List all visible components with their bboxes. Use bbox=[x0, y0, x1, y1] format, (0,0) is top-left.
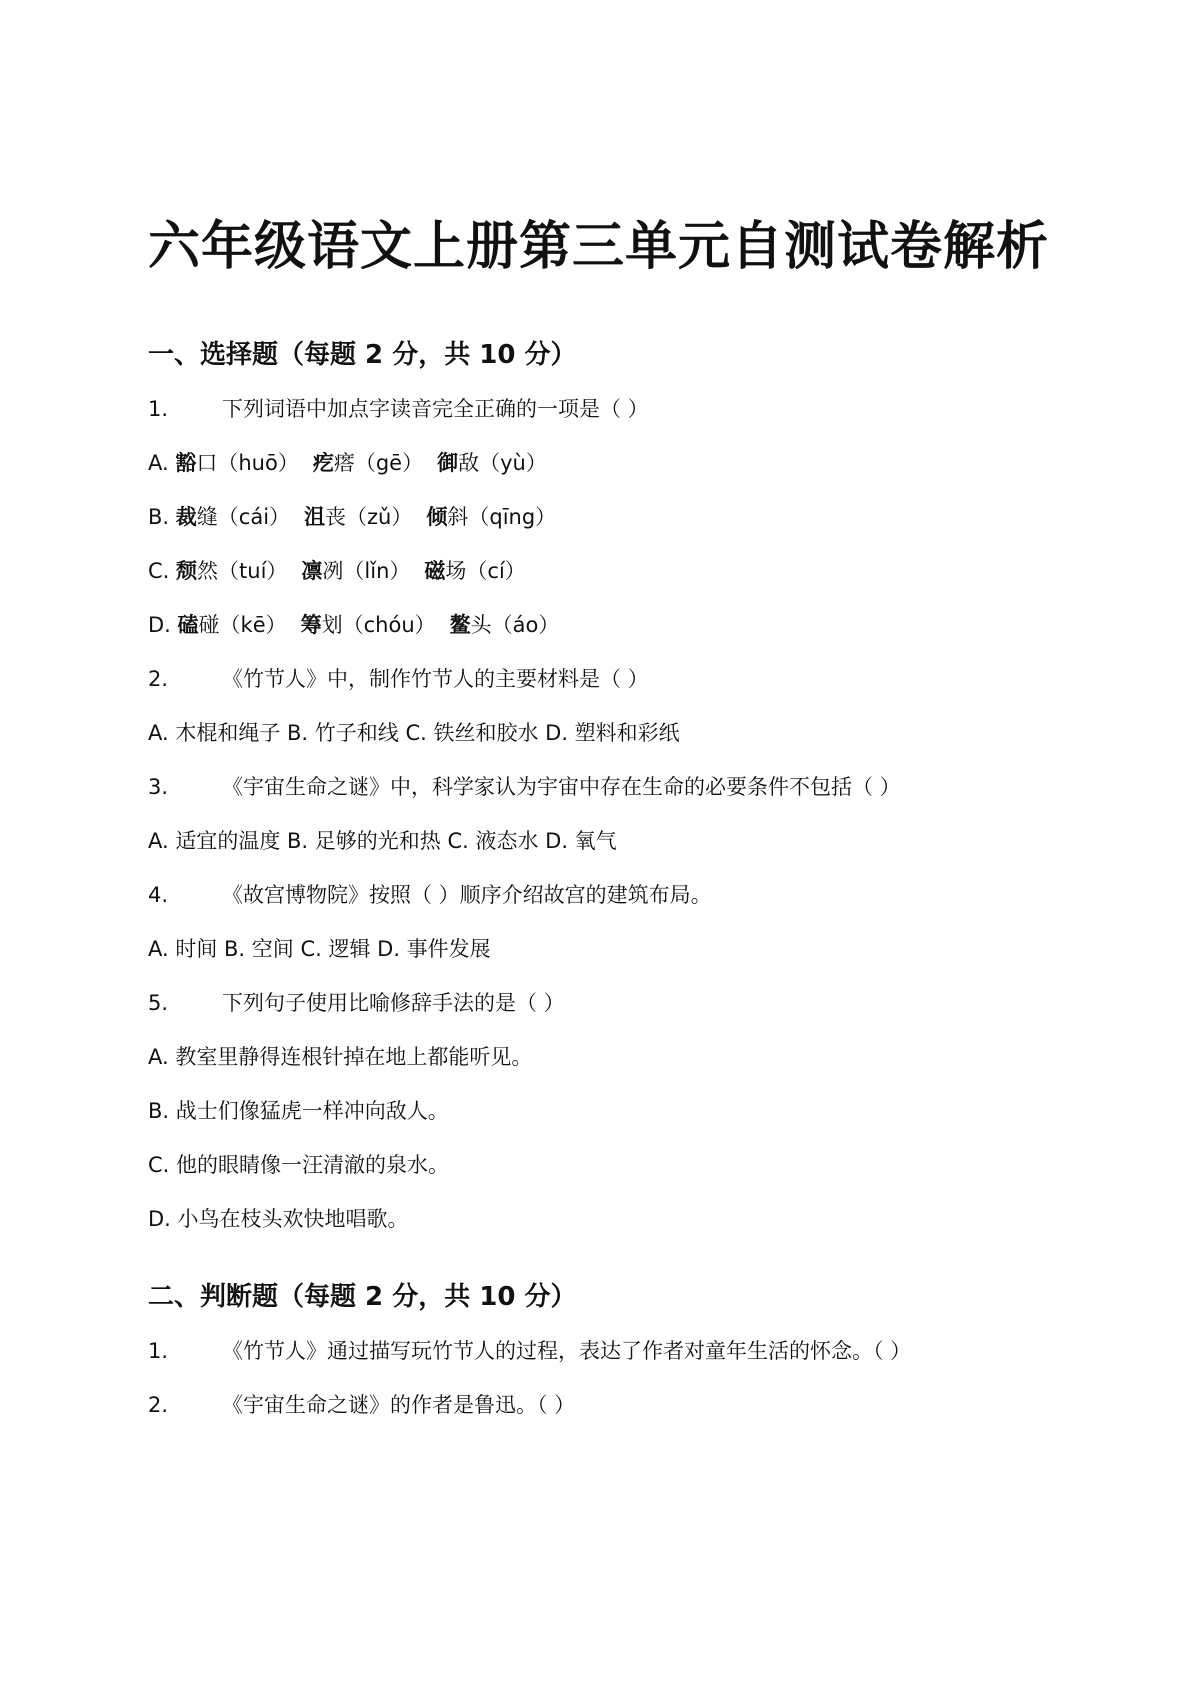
question-text: 《竹节人》中，制作竹节人的主要材料是（ ） bbox=[222, 667, 649, 691]
word-pinyin: 然（tuí） bbox=[197, 559, 288, 583]
option-letter: D. bbox=[148, 613, 171, 637]
question-number: 3. bbox=[148, 775, 169, 799]
question-text: 《宇宙生命之谜》的作者是鲁迅。（ ） bbox=[222, 1393, 576, 1417]
question-2 bbox=[148, 667, 649, 692]
word-pinyin: 头（áo） bbox=[470, 613, 560, 637]
question-number: 4. bbox=[148, 883, 169, 907]
option-c: C. 他的眼睛像一汪清澈的泉水。 bbox=[148, 1153, 450, 1177]
question-3 bbox=[148, 775, 901, 800]
dotted-char: 沮 bbox=[304, 505, 326, 529]
question-5 bbox=[148, 991, 565, 1016]
word-pinyin: 敌（yù） bbox=[458, 451, 547, 475]
dotted-char: 疙 bbox=[312, 451, 334, 475]
word-pinyin: 场（cí） bbox=[445, 559, 526, 583]
dotted-char: 凛 bbox=[301, 559, 323, 583]
dotted-char: 倾 bbox=[426, 505, 448, 529]
judgement-question-2 bbox=[148, 1393, 575, 1418]
word-pinyin: 碰（kē） bbox=[198, 613, 287, 637]
option-a bbox=[148, 451, 547, 476]
question-number: 2. bbox=[148, 667, 169, 691]
dotted-char: 豁 bbox=[175, 451, 197, 475]
question-number: 1. bbox=[148, 397, 169, 421]
question-number: 2. bbox=[148, 1393, 169, 1417]
question-number: 1. bbox=[148, 1339, 169, 1363]
dotted-char: 磕 bbox=[177, 613, 199, 637]
option-letter: B. bbox=[148, 505, 170, 529]
option-b: B. 战士们像猛虎一样冲向敌人。 bbox=[148, 1099, 449, 1123]
dotted-char: 颓 bbox=[176, 559, 198, 583]
word-pinyin: 缝（cái） bbox=[196, 505, 291, 529]
dotted-char: 御 bbox=[437, 451, 459, 475]
question-text: 下列词语中加点字读音完全正确的一项是（ ） bbox=[222, 397, 649, 421]
judgement-question-1 bbox=[148, 1339, 911, 1364]
option-letter: A. bbox=[148, 451, 169, 475]
dotted-char: 鳌 bbox=[449, 613, 471, 637]
option-d bbox=[148, 613, 559, 638]
dotted-char: 裁 bbox=[175, 505, 197, 529]
question-text: 《故宫博物院》按照（ ）顺序介绍故宫的建筑布局。 bbox=[222, 883, 712, 907]
page-title: 六年级语文上册第三单元自测试卷解析 bbox=[148, 217, 1050, 277]
question-1 bbox=[148, 397, 649, 422]
section-heading-judgement: 二、判断题（每题 2 分，共 10 分） bbox=[148, 1282, 577, 1312]
question-text: 《宇宙生命之谜》中，科学家认为宇宙中存在生命的必要条件不包括（ ） bbox=[222, 775, 901, 799]
option-b bbox=[148, 505, 556, 530]
dotted-char: 磁 bbox=[424, 559, 446, 583]
option-c bbox=[148, 559, 526, 584]
option-letter: C. bbox=[148, 559, 170, 583]
question-number: 5. bbox=[148, 991, 169, 1015]
word-pinyin: 口（huō） bbox=[196, 451, 299, 475]
section-heading-choice: 一、选择题（每题 2 分，共 10 分） bbox=[148, 340, 577, 370]
options-line: A. 木棍和绳子 B. 竹子和线 C. 铁丝和胶水 D. 塑料和彩纸 bbox=[148, 721, 680, 745]
word-pinyin: 丧（zǔ） bbox=[325, 505, 413, 529]
options-line: A. 适宜的温度 B. 足够的光和热 C. 液态水 D. 氧气 bbox=[148, 829, 617, 853]
word-pinyin: 斜（qīng） bbox=[447, 505, 557, 529]
option-d: D. 小鸟在枝头欢快地唱歌。 bbox=[148, 1207, 409, 1231]
question-text: 《竹节人》通过描写玩竹节人的过程，表达了作者对童年生活的怀念。（ ） bbox=[222, 1339, 912, 1363]
options-line: A. 时间 B. 空间 C. 逻辑 D. 事件发展 bbox=[148, 937, 491, 961]
dotted-char: 筹 bbox=[300, 613, 322, 637]
option-a: A. 教室里静得连根针掉在地上都能听见。 bbox=[148, 1045, 533, 1069]
word-pinyin: 划（chóu） bbox=[321, 613, 436, 637]
word-pinyin: 冽（lǐn） bbox=[322, 559, 411, 583]
word-pinyin: 瘩（gē） bbox=[333, 451, 424, 475]
question-4 bbox=[148, 883, 712, 908]
question-text: 下列句子使用比喻修辞手法的是（ ） bbox=[222, 991, 565, 1015]
